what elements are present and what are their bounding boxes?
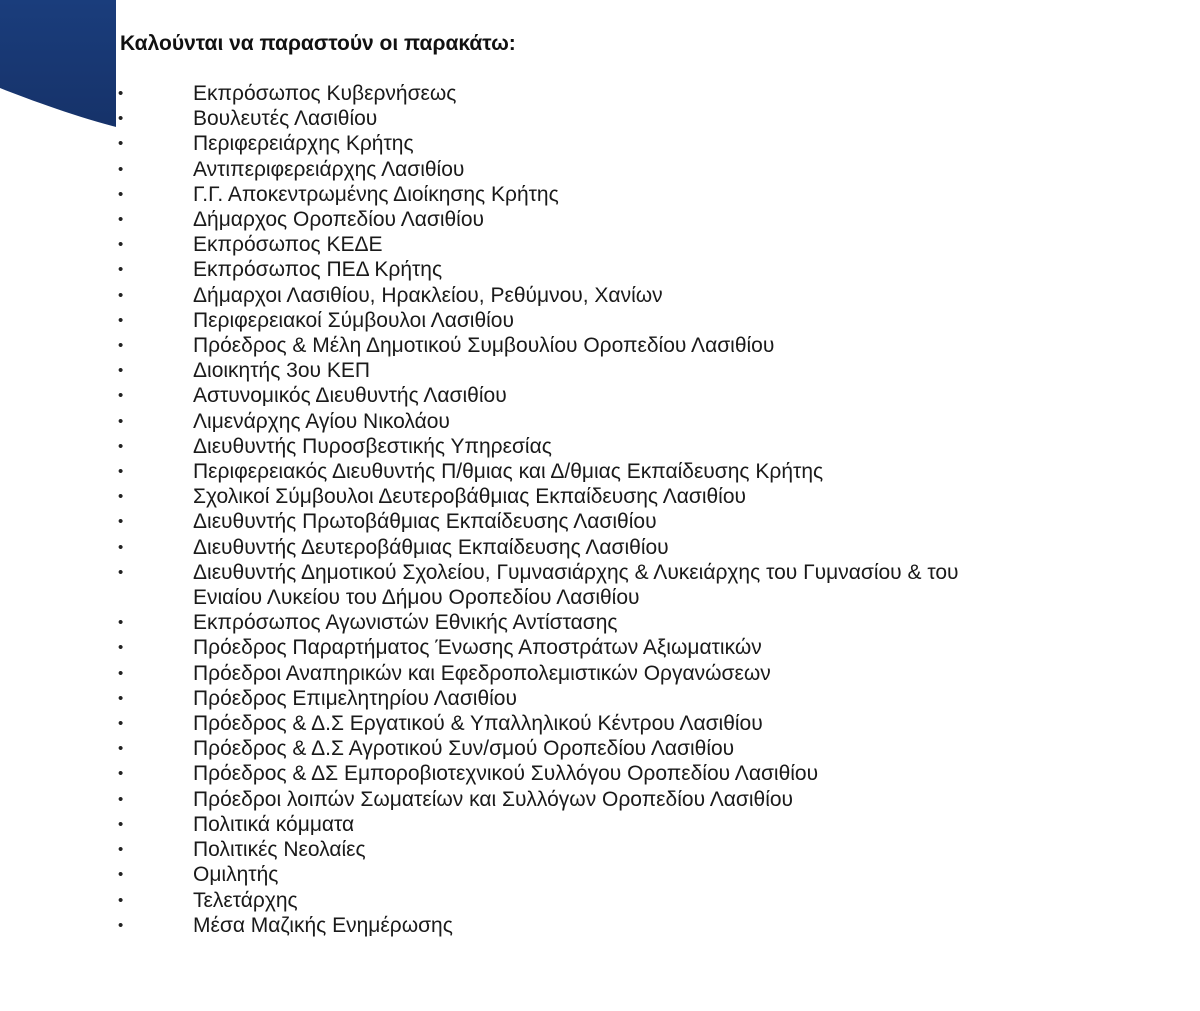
list-item [0, 106, 1023, 131]
bullet-icon: • [118, 185, 124, 203]
list-item-text: Αστυνομικός Διευθυντής Λασιθίου [193, 384, 507, 408]
list-item [0, 232, 1023, 257]
bullet-icon: • [118, 891, 124, 909]
list-item [0, 383, 1023, 408]
list-item [0, 358, 1023, 383]
list-item [0, 711, 1023, 736]
list-item-text: Ομιλητής [193, 863, 279, 887]
list-item-text: Πρόεδρος Επιμελητηρίου Λασιθίου [193, 686, 517, 710]
list-item-text: Πρόεδρος & Μέλη Δημοτικού Συμβουλίου Οροπεδίου Λασιθίου [193, 334, 775, 358]
list-item [0, 257, 1023, 282]
bullet-icon: • [118, 85, 124, 102]
bullet-icon: • [118, 841, 124, 859]
list-item [0, 787, 1023, 812]
list-item-text: Διευθυντής Πυροσβεστικής Υπηρεσίας [193, 434, 552, 458]
list-item [0, 484, 1023, 509]
bullet-icon: • [118, 211, 124, 229]
list-item-text: Περιφερειάρχης Κρήτης [193, 132, 414, 156]
list-item-text: Λιμενάρχης Αγίου Νικολάου [193, 409, 450, 433]
list-item-text: Πρόεδρος & Δ.Σ Εργατικού & Υπαλληλικού Κέντρου Λασιθίου [193, 712, 763, 736]
bullet-icon: • [118, 463, 124, 481]
list-item-text: Εκπρόσωπος ΠΕΔ Κρήτης [193, 258, 443, 282]
list-item [0, 862, 1023, 887]
bullet-icon: • [118, 866, 124, 884]
list-item [0, 81, 1023, 106]
bullet-icon: • [118, 160, 124, 178]
list-item-text: Πολιτικά κόμματα [193, 812, 355, 836]
bullet-icon: • [118, 790, 124, 808]
bullet-icon: • [118, 337, 124, 355]
bullet-icon: • [118, 261, 124, 279]
list-item [0, 812, 1023, 837]
list-item-text: Διευθυντής Πρωτοβάθμιας Εκπαίδευσης Λασιθίου [193, 510, 657, 534]
list-item [0, 736, 1023, 761]
list-item [0, 661, 1023, 686]
list-item-text: Διοικητής 3ου ΚΕΠ [193, 359, 371, 383]
list-item-text: Γ.Γ. Αποκεντρωμένης Διοίκησης Κρήτης [193, 182, 559, 206]
bullet-icon: • [118, 437, 124, 455]
bullet-icon: • [118, 110, 124, 128]
bullet-icon: • [118, 412, 124, 430]
bullet-icon: • [118, 236, 124, 254]
bullet-icon: • [118, 387, 124, 405]
invitee-list [0, 81, 1023, 938]
bullet-icon: • [118, 488, 124, 506]
list-item [0, 888, 1023, 913]
bullet-icon: • [118, 639, 124, 657]
list-item [0, 761, 1023, 786]
bullet-icon: • [118, 538, 124, 556]
list-item [0, 459, 1023, 484]
list-item-text: Διευθυντής Δημοτικού Σχολείου, Γυμνασιάρχης & Λυκειάρχης του Γυμνασίου & του Ενιαίου Λυκείου του Δήμου Οροπεδίου Λασιθίου [193, 560, 959, 610]
bullet-icon: • [118, 135, 124, 153]
list-item-text: Δήμαρχος Οροπεδίου Λασιθίου [193, 208, 484, 232]
list-item [0, 409, 1023, 434]
bullet-icon: • [118, 513, 124, 531]
list-item [0, 535, 1023, 560]
list-item [0, 837, 1023, 862]
list-item-text: Εκπρόσωπος Αγωνιστών Εθνικής Αντίστασης [193, 611, 618, 635]
page-heading: Καλούνται να παραστούν οι παρακάτω: [120, 32, 516, 55]
list-item [0, 434, 1023, 459]
list-item-text: Πρόεδροι Αναπηρικών και Εφεδροπολεμιστικών Οργανώσεων [193, 661, 771, 685]
list-item-text: Πολιτικές Νεολαίες [193, 838, 366, 862]
bullet-icon: • [118, 664, 124, 682]
list-item [0, 308, 1023, 333]
list-item-text: Δήμαρχοι Λασιθίου, Ηρακλείου, Ρεθύμνου, Χανίων [193, 283, 663, 307]
list-item [0, 635, 1023, 660]
bullet-icon: • [118, 715, 124, 733]
list-item-text: Σχολικοί Σύμβουλοι Δευτεροβάθμιας Εκπαίδευσης Λασιθίου [193, 485, 747, 509]
list-item-text: Τελετάρχης [193, 888, 298, 912]
bullet-icon: • [118, 614, 124, 632]
bullet-icon: • [118, 815, 124, 833]
list-item [0, 283, 1023, 308]
list-item-text: Πρόεδροι λοιπών Σωματείων και Συλλόγων Οροπεδίου Λασιθίου [193, 787, 794, 811]
bullet-icon: • [118, 740, 124, 758]
list-item [0, 610, 1023, 635]
bullet-icon: • [118, 916, 124, 934]
list-item [0, 686, 1023, 711]
list-item [0, 913, 1023, 938]
list-item-text: Πρόεδρος Παραρτήματος Ένωσης Αποστράτων Αξιωματικών [193, 636, 762, 660]
list-item [0, 207, 1023, 232]
list-item-text: Μέσα Μαζικής Ενημέρωσης [193, 913, 453, 937]
list-item [0, 509, 1023, 534]
bullet-icon: • [118, 311, 124, 329]
bullet-icon: • [118, 286, 124, 304]
bullet-icon: • [118, 689, 124, 707]
list-item [0, 333, 1023, 358]
bullet-icon: • [118, 765, 124, 783]
list-item-text: Εκπρόσωπος ΚΕΔΕ [193, 233, 383, 257]
list-item [0, 157, 1023, 182]
list-item-text: Περιφερειακός Διευθυντής Π/θμιας και Δ/θμιας Εκπαίδευσης Κρήτης [193, 460, 824, 484]
bullet-icon: • [118, 563, 124, 581]
list-item [0, 182, 1023, 207]
list-item-text: Εκπρόσωπος Κυβερνήσεως [193, 82, 457, 105]
list-item-text: Βουλευτές Λασιθίου [193, 107, 378, 131]
list-item-text: Περιφερειακοί Σύμβουλοι Λασιθίου [193, 308, 514, 332]
list-item-text: Πρόεδρος & ΔΣ Εμποροβιοτεχνικού Συλλόγου Οροπεδίου Λασιθίου [193, 762, 819, 786]
list-item-text: Αντιπεριφερειάρχης Λασιθίου [193, 157, 465, 181]
list-item-text: Διευθυντής Δευτεροβάθμιας Εκπαίδευσης Λασιθίου [193, 535, 669, 559]
list-item-text: Πρόεδρος & Δ.Σ Αγροτικού Συν/σμού Οροπεδίου Λασιθίου [193, 737, 735, 761]
bullet-icon: • [118, 362, 124, 380]
list-item [0, 560, 1023, 610]
list-item [0, 131, 1023, 156]
